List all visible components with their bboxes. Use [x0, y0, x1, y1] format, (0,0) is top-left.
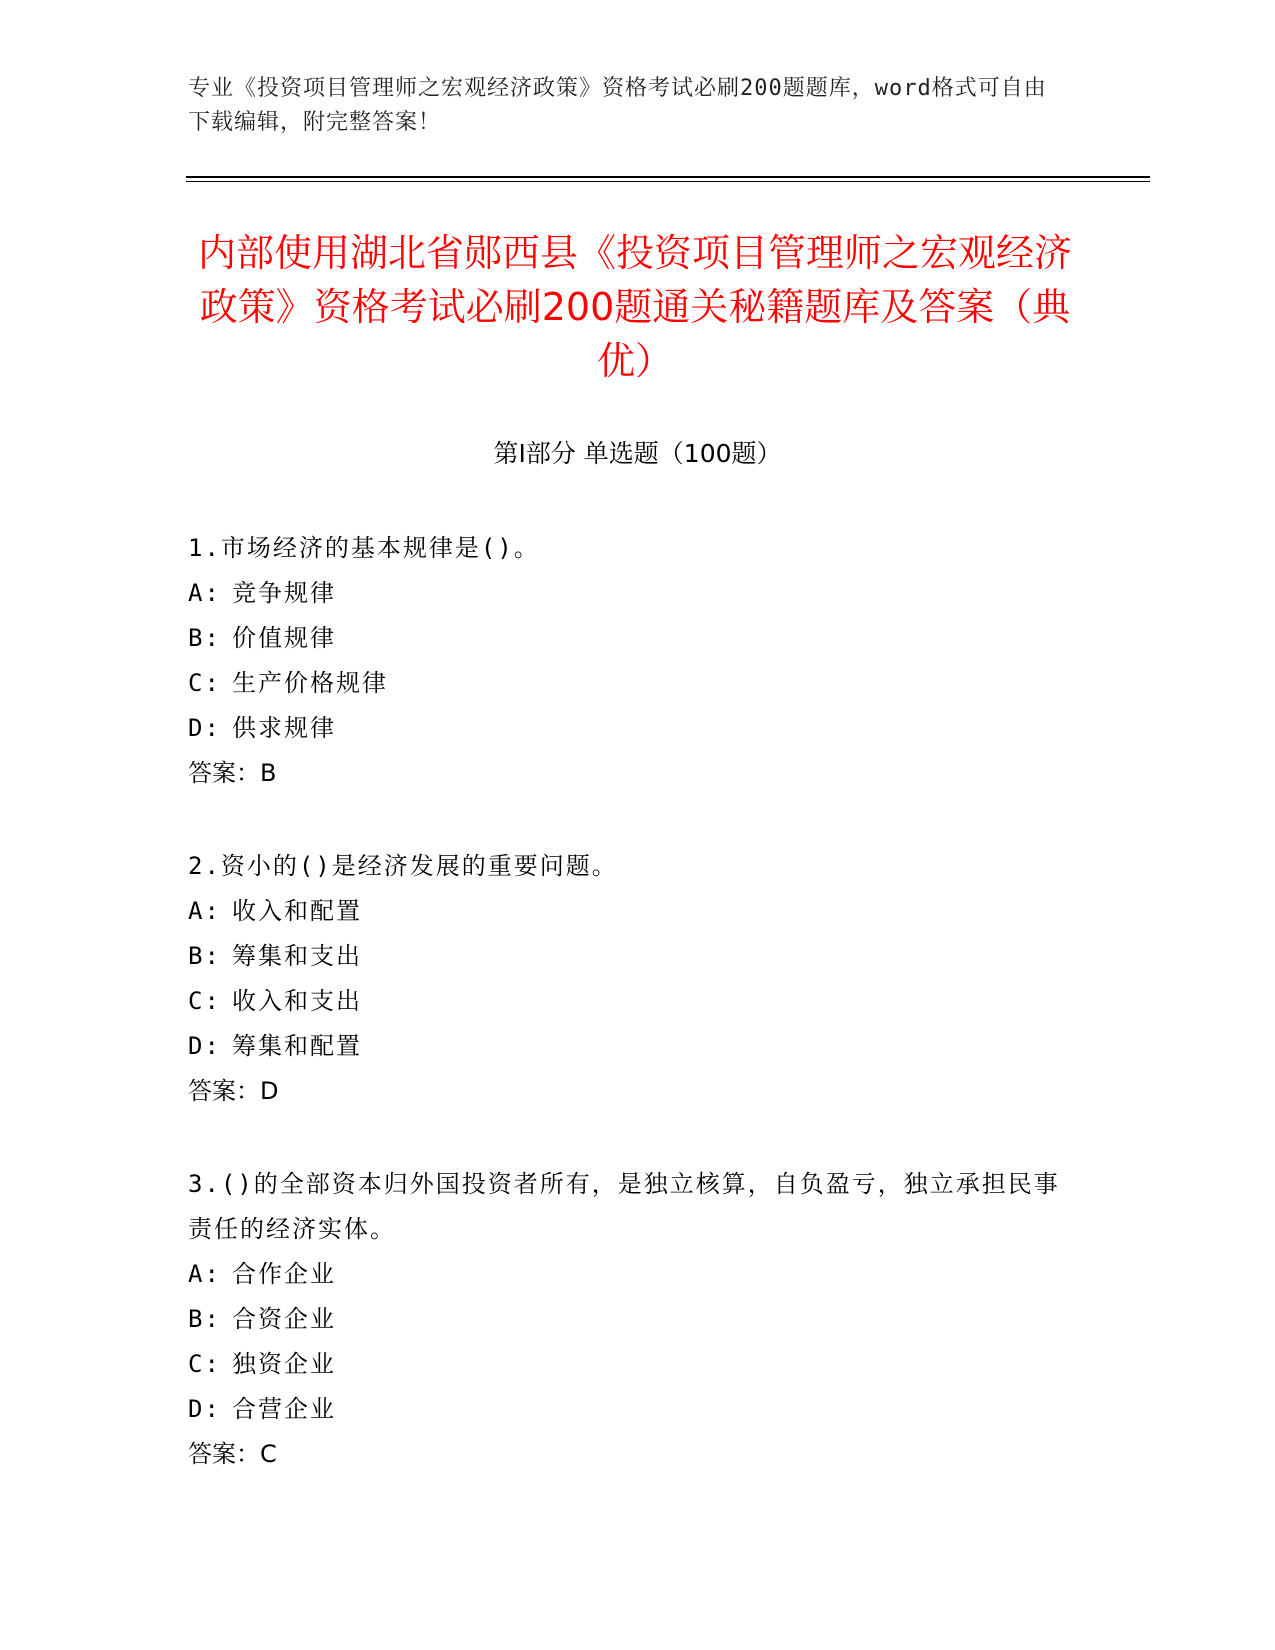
option-text: 筹集和支出 — [232, 942, 362, 970]
option-text: 生产价格规律 — [232, 669, 388, 697]
option-a — [188, 571, 1068, 616]
option-key: C: — [188, 987, 221, 1015]
option-key: C: — [188, 1350, 221, 1378]
option-key: C: — [188, 669, 221, 697]
option-key: D: — [188, 714, 221, 742]
option-key: D: — [188, 1395, 221, 1423]
option-a — [188, 1252, 1068, 1297]
option-text: 合作企业 — [232, 1260, 336, 1288]
option-a — [188, 889, 1068, 934]
answer-line: 答案：B — [188, 759, 277, 787]
option-c — [188, 1342, 1068, 1387]
document-title: 内部使用湖北省郧西县《投资项目管理师之宏观经济政策》资格考试必刷200题通关秘籍题库及答案（典优） — [197, 231, 1072, 383]
option-text: 供求规律 — [232, 714, 336, 742]
option-d — [188, 706, 1068, 751]
question-text: 2.资小的()是经济发展的重要问题。 — [188, 852, 618, 880]
answer-line: 答案：D — [188, 1077, 279, 1105]
header-rule-thick — [186, 176, 1150, 178]
option-key: A: — [188, 1260, 221, 1288]
option-key: B: — [188, 942, 221, 970]
option-d — [188, 1387, 1068, 1432]
header-note: 专业《投资项目管理师之宏观经济政策》资格考试必刷200题题库，word格式可自由下载编辑，附完整答案！ — [188, 76, 1047, 135]
question-2 — [188, 844, 1068, 1114]
question-text: 1.市场经济的基本规律是()。 — [188, 534, 540, 562]
section-title: 第Ⅰ部分 单选题（100题） — [493, 439, 782, 468]
option-key: A: — [188, 897, 221, 925]
answer-line: 答案：C — [188, 1440, 277, 1468]
option-key: D: — [188, 1032, 221, 1060]
option-c — [188, 979, 1068, 1024]
option-key: A: — [188, 579, 221, 607]
question-text: 3.()的全部资本归外国投资者所有，是独立核算，自负盈亏，独立承担民事责任的经济实体。 — [188, 1170, 1060, 1243]
option-text: 价值规律 — [232, 624, 336, 652]
question-3 — [188, 1162, 1068, 1477]
option-d — [188, 1024, 1068, 1069]
option-b — [188, 616, 1068, 661]
option-text: 合营企业 — [232, 1395, 336, 1423]
option-b — [188, 1297, 1068, 1342]
option-text: 收入和配置 — [232, 897, 362, 925]
option-text: 合资企业 — [232, 1305, 336, 1333]
option-key: B: — [188, 624, 221, 652]
option-text: 独资企业 — [232, 1350, 336, 1378]
option-key: B: — [188, 1305, 221, 1333]
question-1 — [188, 526, 1068, 796]
option-text: 筹集和配置 — [232, 1032, 362, 1060]
option-text: 竞争规律 — [232, 579, 336, 607]
option-text: 收入和支出 — [232, 987, 362, 1015]
option-c — [188, 661, 1068, 706]
header-rule-thin — [186, 181, 1150, 182]
option-b — [188, 934, 1068, 979]
